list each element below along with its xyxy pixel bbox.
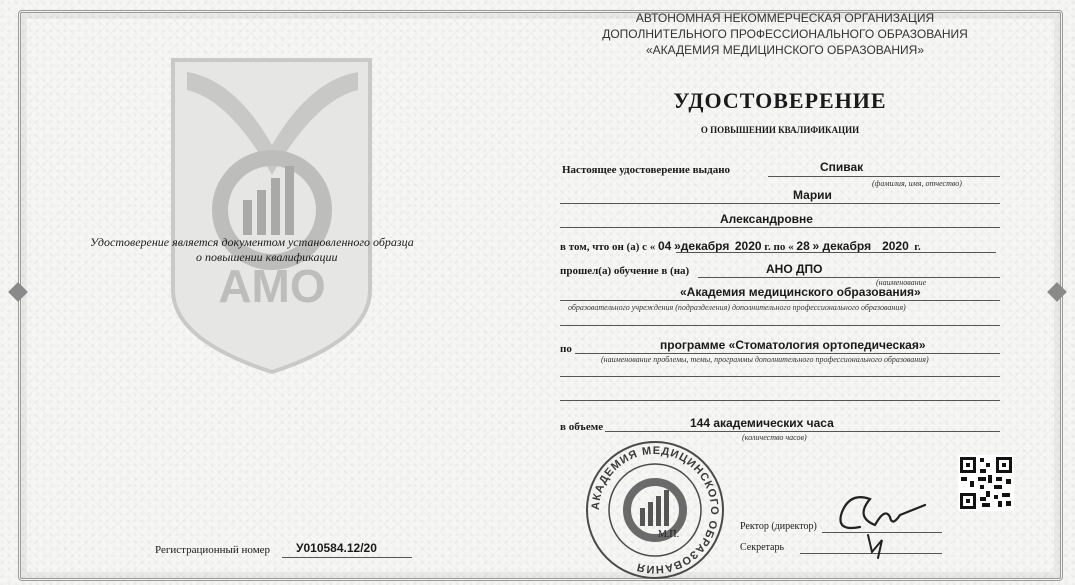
reg-number-label: Регистрационный номер <box>155 544 271 556</box>
start-year: 2020 <box>734 239 762 253</box>
document-subtitle: О ПОВЫШЕНИИ КВАЛИФИКАЦИИ <box>700 125 860 135</box>
org-line-3: «АКАДЕМИЯ МЕДИЦИНСКОГО ОБРАЗОВАНИЯ» <box>645 43 925 57</box>
mp-label: М.П. <box>658 529 680 540</box>
end-month: » декабря <box>812 239 872 253</box>
org-line-1: АВТОНОМНАЯ НЕКОММЕРЧЕСКАЯ ОРГАНИЗАЦИЯ <box>635 11 935 25</box>
start-month: »декабря <box>674 239 730 253</box>
stamp-text: АКАДЕМИЯ МЕДИЦИНСКОГО ОБРАЗОВАНИЯ <box>589 444 721 576</box>
document-title: УДОСТОВЕРЕНИЕ <box>673 88 887 113</box>
end-day: 28 <box>796 239 810 253</box>
start-day: 04 <box>658 239 672 253</box>
program-hint: (наименование проблемы, темы, программы дополнительного профессионального образования) <box>601 355 929 364</box>
program-prefix: по <box>560 343 572 355</box>
program-value: программе «Стоматология ортопедическая» <box>660 338 926 352</box>
official-stamp <box>580 438 730 583</box>
period-prefix: в том, что он (а) с « <box>560 241 656 253</box>
trained-label: прошел(а) обучение в (на) <box>560 265 690 277</box>
period-line <box>560 239 921 253</box>
name-value: Марии <box>793 188 832 202</box>
secretary-label: Секретарь <box>740 542 785 553</box>
g-po: г. по « <box>764 241 794 253</box>
patronymic-value: Александровне <box>720 212 813 226</box>
secretary-signature <box>860 530 890 560</box>
end-year: 2020 <box>882 239 909 253</box>
statement-line-1: Удостоверение является документом установленного образца <box>90 235 414 249</box>
hours-hint: (количество часов) <box>742 433 807 442</box>
name-hint: (наименование <box>876 278 927 287</box>
volume-label: в объеме <box>560 421 604 433</box>
issued-label: Настоящее удостоверение выдано <box>562 164 731 176</box>
org-line-2: ДОПОЛНИТЕЛЬНОГО ПРОФЕССИОНАЛЬНОГО ОБРАЗОВАНИЯ <box>602 27 968 41</box>
amo-watermark-logo <box>165 50 380 380</box>
watermark-letters: AMO <box>218 260 326 312</box>
rector-label: Ректор (директор) <box>740 521 817 532</box>
organization-header <box>560 10 1010 58</box>
fio-hint: (фамилия, имя, отчество) <box>872 179 962 188</box>
org-full: «Академия медицинского образования» <box>680 285 921 299</box>
statement-line-2: о повышении квалификации <box>196 250 338 264</box>
org-hint: образовательного учреждения (подразделения) дополнительного профессионального образования) <box>568 303 906 312</box>
reg-number: У010584.12/20 <box>296 541 377 555</box>
surname-value: Спивак <box>820 160 864 174</box>
qr-code <box>958 455 1014 511</box>
hours-value: 144 академических часа <box>690 416 834 430</box>
org-short: АНО ДПО <box>766 262 823 276</box>
g-suffix: г. <box>914 241 921 253</box>
